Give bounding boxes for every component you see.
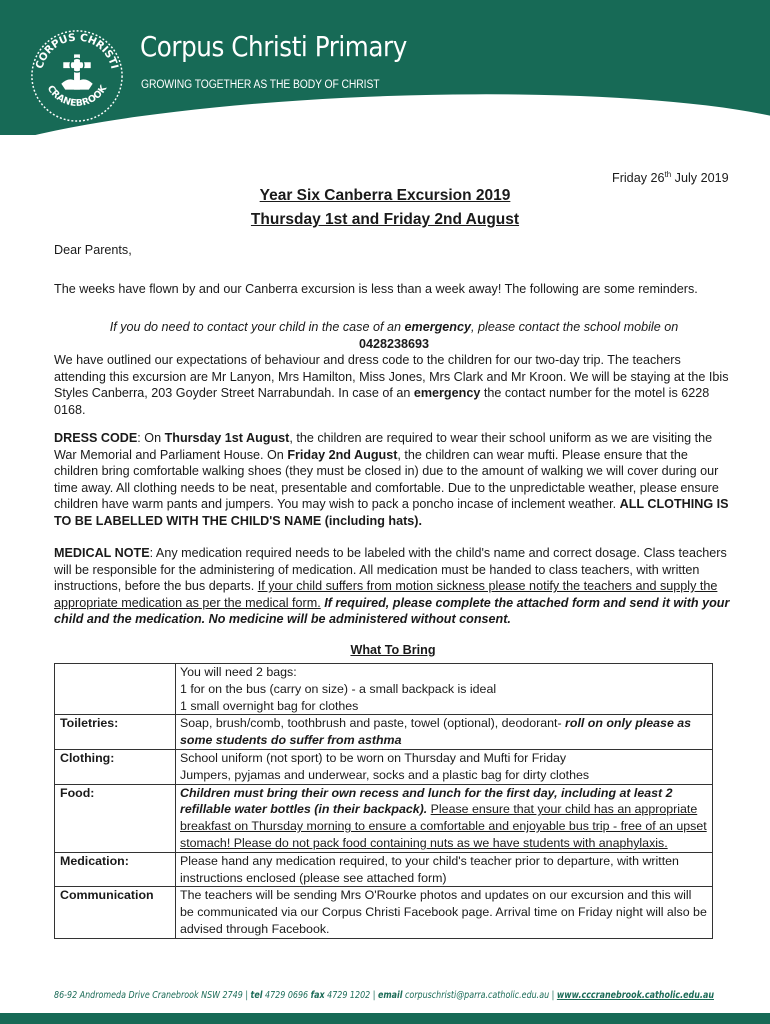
- expectations-paragraph: We have outlined our expectations of behaviour and dress code to the children for our two-day trip. The teachers attending this excursion are Mr Lanyon, Mrs Hamilton, Miss Jones, Mrs Clark and Mr Kroon. We will be staying at the Ibis Styles Canberra, 203 Goyder Street Narrabundah. In case of an emergency the contact number for the motel is 6228 0168.: [54, 353, 729, 417]
- table-row: [55, 852, 713, 887]
- dress-code-paragraph: DRESS CODE: On Thursday 1st August, the children are required to wear their school uniform as we are visiting the War Memorial and Parliament House. On Friday 2nd August, the children can wear mufti. Please ensure that the children bring comfortable walking shoes (they must be closed in) due to the amount of walking we will cover during our time away. All clothing needs to be neat, presentable and comfortable. Due to the unpredictable weather, please ensure children have warm pants and jumpers. You may wish to pack a poncho incase of inclement weather. ALL CLOTHING IS TO BE LABELLED WITH THE CHILD'S NAME (including hats).: [54, 431, 729, 528]
- footer-fax: 4729 1202: [324, 990, 371, 1001]
- footer-email[interactable]: corpuschristi@parra.catholic.edu.au: [402, 990, 550, 1001]
- table-row: [55, 749, 713, 784]
- intro-paragraph: The weeks have flown by and our Canberra excursion is less than a week away! The following are some reminders.: [54, 282, 698, 296]
- table-row-label: Food:: [55, 784, 176, 852]
- footer-website-link[interactable]: www.cccranebrook.catholic.edu.au: [556, 990, 714, 1001]
- school-motto: GROWING TOGETHER AS THE BODY OF CHRIST: [141, 79, 380, 91]
- table-cell: [55, 664, 176, 715]
- footer-contact-line: 86-92 Andromeda Drive Cranebrook NSW 2749 | tel 4729 0696 fax 4729 1202 | email corpuschristi@parra.catholic.edu.au | www.cccranebrook.catholic.edu.au: [54, 990, 714, 1001]
- table-row-label: Medication:: [55, 852, 176, 887]
- emergency-contact-note: If you do need to contact your child in the case of an emergency, please contact the school mobile on: [109, 320, 679, 334]
- medical-note-paragraph: MEDICAL NOTE: Any medication required needs to be labeled with the child's name and correct dosage. Class teachers will be responsible for the administering of medication. All medication must be handed to class teachers, with written instructions, before the bus departs. If your child suffers from motion sickness please notify the teachers and supply the appropriate medication as per the medical form. If required, please complete the attached form and send it with your child and the medication. No medicine will be administered without consent.: [54, 546, 730, 626]
- svg-text:CRANEBROOK: CRANEBROOK: [44, 83, 110, 110]
- table-row-label: Clothing:: [55, 749, 176, 784]
- table-cell: School uniform (not sport) to be worn on Thursday and Mufti for Friday Jumpers, pyjamas and underwear, socks and a plastic bag for dirty clothes: [176, 749, 713, 784]
- table-cell: The teachers will be sending Mrs O'Rourke photos and updates on our excursion and this will be communicated via our Corpus Christi Facebook page. Arrival time on Friday night will also be advised through Facebook.: [176, 887, 713, 938]
- what-to-bring-table: [54, 663, 713, 939]
- table-cell: Please hand any medication required, to your child's teacher prior to departure, with written instructions enclosed (please see attached form): [176, 852, 713, 887]
- table-cell: You will need 2 bags: 1 for on the bus (carry on size) - a small backpack is ideal 1 small overnight bag for clothes: [176, 664, 713, 715]
- school-mobile-number: 0428238693: [358, 337, 430, 351]
- table-cell: Children must bring their own recess and lunch for the first day, including at least 2 refillable water bottles (in their backpack). Please ensure that your child has an appropriate breakfast on Thursday morning to ensure a comfortable and enjoyable bus trip - free of an upset stomach! Please do not pack food containing nuts as we have students with anaphylaxis.: [176, 784, 713, 852]
- letterhead: [0, 0, 770, 135]
- table-row-label: Toiletries:: [55, 715, 176, 750]
- footer-address: 86-92 Andromeda Drive Cranebrook NSW 2749: [54, 990, 243, 1001]
- letter-title: Year Six Canberra Excursion 2019: [259, 187, 511, 204]
- letter-date: Friday 26th July 2019: [612, 170, 729, 186]
- school-crest-logo: [28, 25, 126, 123]
- table-row-label: Communication: [55, 887, 176, 938]
- table-row: [55, 784, 713, 852]
- table-row: [55, 664, 713, 715]
- table-row: [55, 715, 713, 750]
- table-cell: Soap, brush/comb, toothbrush and paste, towel (optional), deodorant- roll on only please as some students do suffer from asthma: [176, 715, 713, 750]
- svg-text:CORPUS CHRISTI: CORPUS CHRISTI: [33, 31, 121, 71]
- what-to-bring-heading: What To Bring: [350, 643, 436, 657]
- school-name: Corpus Christi Primary: [140, 30, 407, 63]
- greeting: Dear Parents,: [54, 243, 132, 257]
- footer-phone: 4729 0696: [262, 990, 311, 1001]
- letter-subtitle: Thursday 1st and Friday 2nd August: [250, 211, 520, 228]
- table-row: [55, 887, 713, 938]
- footer-bar: [0, 1013, 770, 1024]
